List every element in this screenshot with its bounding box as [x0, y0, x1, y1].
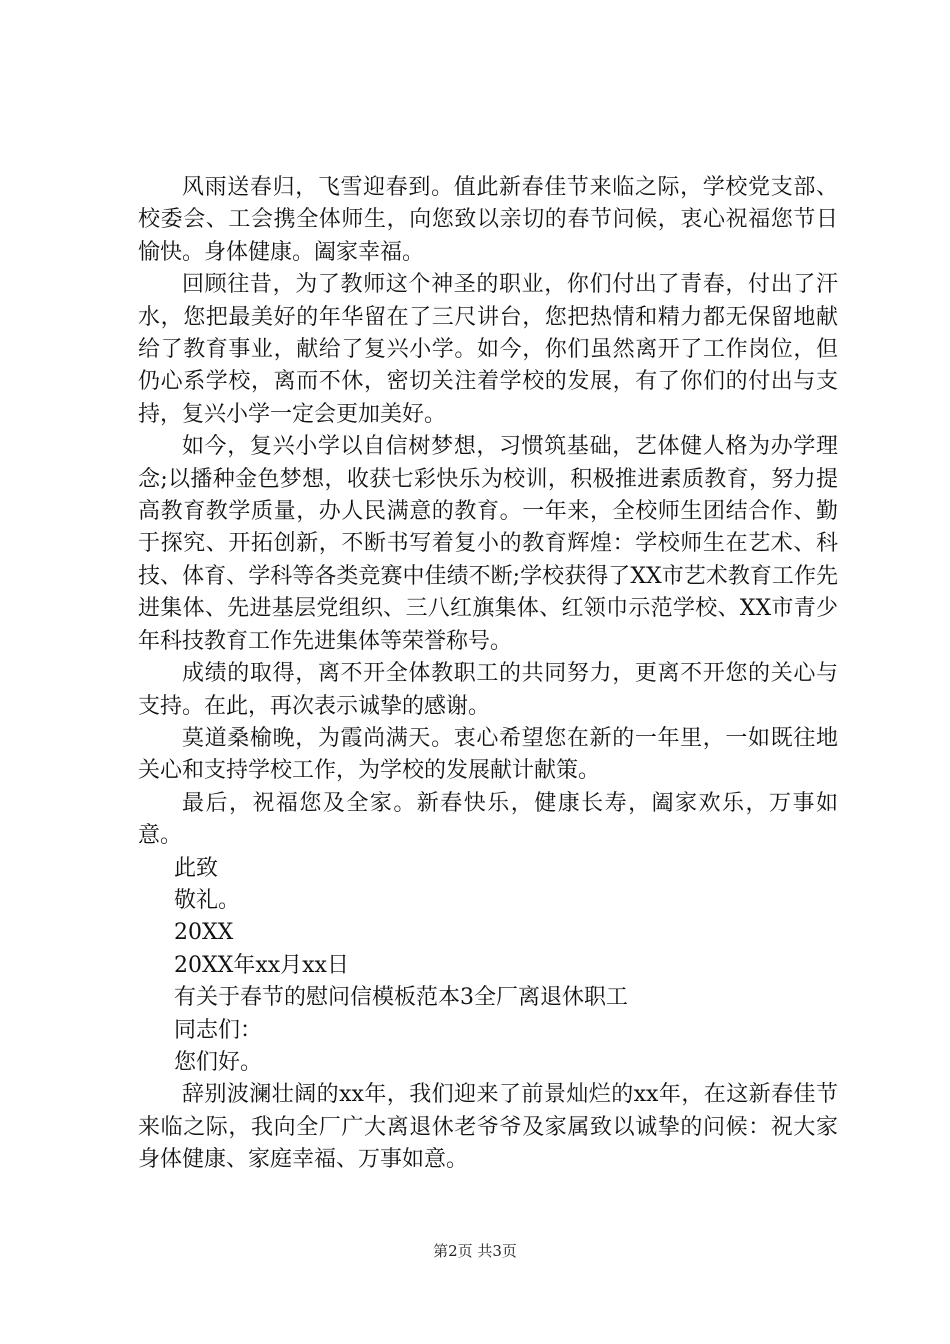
- paragraph-blessing: 最后，祝福您及全家。新春快乐，健康长寿，阖家欢乐，万事如意。: [138, 790, 838, 849]
- date: 20XX年xx月xx日: [174, 952, 349, 978]
- paragraph-thanks: 成绩的取得，离不开全体教职工的共同努力，更离不开您的关心与支持。在此，再次表示诚挚的感谢。: [138, 661, 838, 719]
- signature: 20XX: [174, 920, 234, 946]
- letter-body: [138, 172, 838, 1177]
- closing-regards: 敬礼。: [174, 887, 241, 913]
- paragraph-final: 辞别波澜壮阔的xx年，我们迎来了前景灿烂的xx年，在这新春佳节来临之际，我向全厂广大离退休老爷爷及家属致以诚挚的问候：祝大家身体健康、家庭幸福、万事如意。: [138, 1082, 838, 1173]
- greeting-hello: 您们好。: [174, 1049, 263, 1075]
- page-number: 第2页 共3页: [433, 1242, 517, 1260]
- address-comrades: 同志们：: [174, 1017, 263, 1043]
- closing-salutation: 此致: [174, 855, 219, 881]
- section-title: 有关于春节的慰问信模板范本3全厂离退休职工: [174, 985, 628, 1011]
- paragraph-hope: 莫道桑榆晚，为霞尚满天。衷心希望您在新的一年里，一如既往地关心和支持学校工作，为学校的发展献计献策。: [138, 725, 838, 784]
- paragraph-achievements: 如今，复兴小学以自信树梦想，习惯筑基础，艺体健人格为办学理念;以播种金色梦想，收获七彩快乐为校训，积极推进素质教育，努力提高教育教学质量，办人民满意的教育。一年来，全校师生团结合作、勤于探究、开拓创新，不断书写着复小的教育辉煌：学校师生在艺术、科技、体育、学科等各类竞赛中佳绩不断;学校获得了XX市艺术教育工作先进集体、先进基层党组织、三八红旗集体、红领巾示范学校、XX市青少年科技教育工作先进集体等荣誉称号。: [138, 434, 838, 654]
- paragraph-retrospect: 回顾往昔，为了教师这个神圣的职业，你们付出了青春，付出了汗水，您把最美好的年华留在了三尺讲台，您把热情和精力都无保留地献给了教育事业，献给了复兴小学。如今，你们虽然离开了工作岗位，但仍心系学校，离而不休，密切关注着学校的发展，有了你们的付出与支持，复兴小学一定会更加美好。: [138, 272, 838, 427]
- paragraph-greeting: 风雨送春归，飞雪迎春到。值此新春佳节来临之际，学校党支部、校委会、工会携全体师生，向您致以亲切的春节问候，衷心祝福您节日愉快。身体健康。阖家幸福。: [138, 175, 838, 265]
